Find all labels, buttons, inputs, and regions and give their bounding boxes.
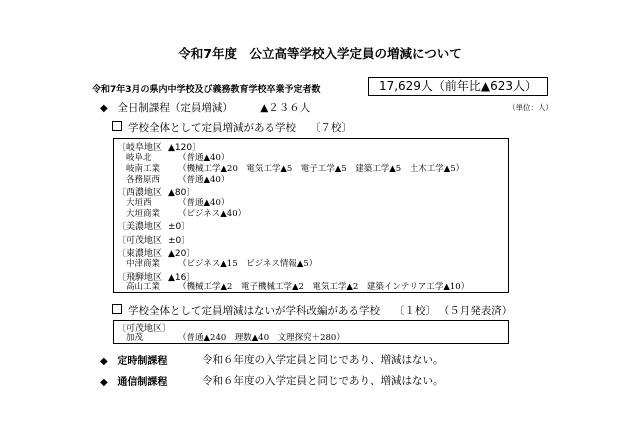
- section-part-time-label: 定時制課程: [117, 356, 168, 367]
- district-name: 〔西濃地区: [117, 188, 163, 198]
- school-detail: （機械工学▲2 電子機械工学▲2 電気工学▲2 建築インテリア工学▲10）: [178, 282, 470, 292]
- district-name: 〔東濃地区: [117, 249, 163, 259]
- district-name: 〔美濃地区: [117, 222, 163, 232]
- reorg-district: 〔可茂地区〕: [117, 324, 172, 334]
- school-name: 岐阜北: [126, 153, 152, 163]
- district-change: ±0〕: [168, 222, 191, 232]
- subsection-reorg-label: 学校全体として定員増減はないが学科改編がある学校: [128, 305, 380, 317]
- district-change: ▲16〕: [168, 273, 196, 283]
- section-full-time-value: ▲２３６人: [260, 102, 311, 114]
- school-name: 各務原西: [126, 175, 161, 185]
- school-detail: （普通▲40）: [178, 175, 230, 185]
- checkbox-square-icon: [112, 304, 122, 314]
- unit-note: （単位：人）: [508, 103, 553, 112]
- district-name: 〔可茂地区: [117, 236, 163, 246]
- district-kamo: [117, 233, 190, 246]
- diamond-icon: ◆: [100, 103, 108, 114]
- school-name: 高山工業: [126, 282, 161, 292]
- reorg-school: 加茂: [126, 333, 144, 343]
- district-change: ±0〕: [168, 236, 191, 246]
- school-detail: （機械工学▲20 電気工学▲5 電子工学▲5 建築工学▲5 土木工学▲5）: [178, 164, 465, 174]
- district-mino: [117, 219, 190, 232]
- school-name: 岐南工業: [126, 164, 161, 174]
- district-change: ▲120〕: [168, 143, 202, 153]
- subsection-increase-count: 〔７校〕: [310, 122, 352, 134]
- school-name: 大垣西: [126, 198, 152, 208]
- district-change: ▲80〕: [168, 188, 196, 198]
- district-change: ▲20〕: [168, 249, 196, 259]
- graduates-label: 令和7年3月の県内中学校及び義務教育学校卒業予定者数: [92, 85, 321, 95]
- school-detail: （普通▲40）: [178, 198, 230, 208]
- school-name: 中津商業: [126, 259, 161, 269]
- school-detail: （普通▲40）: [178, 153, 230, 163]
- diamond-icon: ◆: [100, 356, 108, 367]
- section-part-time: [100, 352, 167, 367]
- subsection-reorganization: [112, 303, 512, 318]
- subsection-reorg-count: 〔１校〕: [394, 305, 436, 317]
- district-name: 〔飛騨地区: [117, 273, 163, 283]
- section-full-time-label: 全日制課程（定員増減）: [117, 102, 233, 114]
- section-correspondence-value: 令和６年度の入学定員と同じであり、増減はない。: [202, 375, 444, 387]
- section-correspondence-label: 通信制課程: [117, 377, 168, 388]
- page-title: 令和7年度 公立高等学校入学定員の増減について: [178, 46, 462, 61]
- graduates-total-box: 17,629人（前年比▲623人）: [368, 77, 548, 96]
- district-name: 〔岐阜地区: [117, 143, 163, 153]
- checkbox-square-icon: [112, 121, 122, 131]
- school-name: 大垣商業: [126, 209, 161, 219]
- diamond-icon: ◆: [100, 377, 108, 388]
- subsection-increase-decrease: [112, 120, 352, 135]
- subsection-increase-label: 学校全体として定員増減がある学校: [128, 122, 296, 134]
- section-part-time-value: 令和６年度の入学定員と同じであり、増減はない。: [202, 354, 444, 366]
- section-correspondence: [100, 373, 167, 388]
- subsection-reorg-note: （５月発表済）: [444, 305, 513, 317]
- reorg-detail: （普通▲240 理数▲40 文理探究＋280）: [178, 333, 345, 343]
- school-detail: （ビジネス▲15 ビジネス情報▲5）: [178, 259, 318, 269]
- school-detail: （ビジネス▲40）: [178, 209, 247, 219]
- section-full-time: [100, 100, 310, 115]
